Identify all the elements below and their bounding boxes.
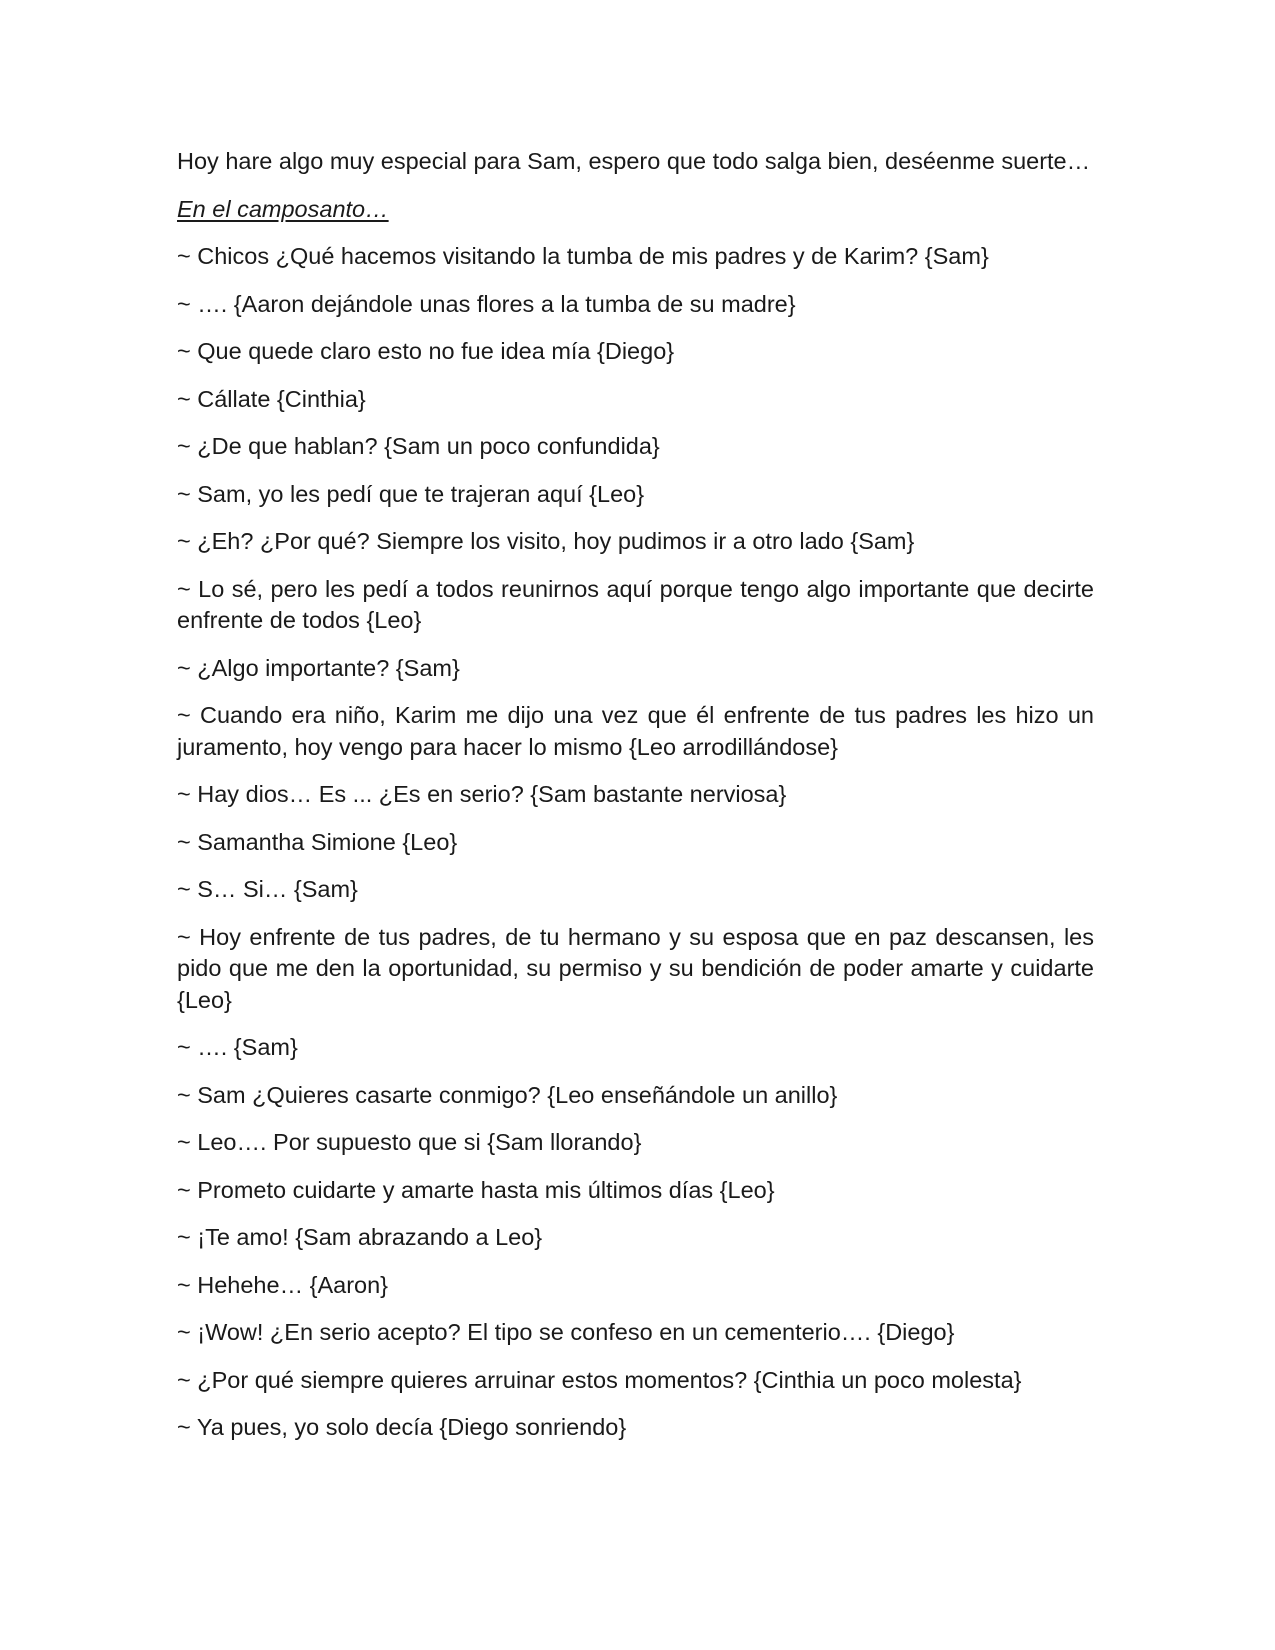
dialogue-line: ~ Hehehe… {Aaron} xyxy=(177,1271,389,1298)
scene-heading: En el camposanto… xyxy=(177,195,389,222)
dialogue-line: ~ Sam, yo les pedí que te trajeran aquí {Leo} xyxy=(177,480,645,507)
dialogue-line: ~ Lo sé, pero les pedí a todos reunirnos aquí porque tengo algo importante que decirte enfrente de todos {Leo} xyxy=(177,575,1094,633)
scene-heading-paragraph xyxy=(177,194,1094,226)
dialogue-line: ~ ¿Eh? ¿Por qué? Siempre los visito, hoy pudimos ir a otro lado {Sam} xyxy=(177,528,915,554)
dialogue-line: ~ Prometo cuidarte y amarte hasta mis últimos días {Leo} xyxy=(177,1176,775,1203)
dialogue-line: ~ Ya pues, yo solo decía {Diego sonriendo} xyxy=(177,1414,627,1440)
dialogue-line: ~ Chicos ¿Qué hacemos visitando la tumba de mis padres y de Karim? {Sam} xyxy=(177,243,989,269)
dialogue-line: ~ Leo…. Por supuesto que si {Sam llorando} xyxy=(177,1129,642,1155)
dialogue-line: ~ ¿Por qué siempre quieres arruinar estos momentos? {Cinthia un poco molesta} xyxy=(177,1366,1022,1393)
dialogue-line: ~ ¿De que hablan? {Sam un poco confundida} xyxy=(177,433,660,459)
dialogue-line: ~ ¡Wow! ¿En serio acepto? El tipo se confeso en un cementerio…. {Diego} xyxy=(177,1319,955,1345)
dialogue-lines xyxy=(177,241,1094,1444)
dialogue-line: ~ Hoy enfrente de tus padres, de tu hermano y su esposa que en paz descansen, les pido que me den la oportunidad, su permiso y su bendición de poder amarte y cuidarte {Leo} xyxy=(177,923,1094,1013)
dialogue-line: ~ ¡Te amo! {Sam abrazando a Leo} xyxy=(177,1224,543,1250)
dialogue-line: ~ S… Si… {Sam} xyxy=(177,876,358,902)
dialogue-line: ~ Cállate {Cinthia} xyxy=(177,385,366,412)
document-body xyxy=(177,146,1094,1460)
dialogue-line: ~ …. {Aaron dejándole unas flores a la tumba de su madre} xyxy=(177,290,796,317)
dialogue-line: ~ Hay dios… Es ... ¿Es en serio? {Sam bastante nerviosa} xyxy=(177,781,787,807)
dialogue-line: ~ …. {Sam} xyxy=(177,1034,298,1060)
intro-paragraph: Hoy hare algo muy especial para Sam, espero que todo salga bien, deséenme suerte… xyxy=(177,148,1091,174)
dialogue-line: ~ Samantha Simione {Leo} xyxy=(177,828,458,855)
dialogue-line: ~ ¿Algo importante? {Sam} xyxy=(177,654,460,681)
dialogue-line: ~ Que quede claro esto no fue idea mía {Diego} xyxy=(177,338,675,364)
dialogue-line: ~ Cuando era niño, Karim me dijo una vez que él enfrente de tus padres les hizo un juramento, hoy vengo para hacer lo mismo {Leo arrodillándose} xyxy=(177,702,1094,760)
dialogue-line: ~ Sam ¿Quieres casarte conmigo? {Leo enseñándole un anillo} xyxy=(177,1081,838,1108)
